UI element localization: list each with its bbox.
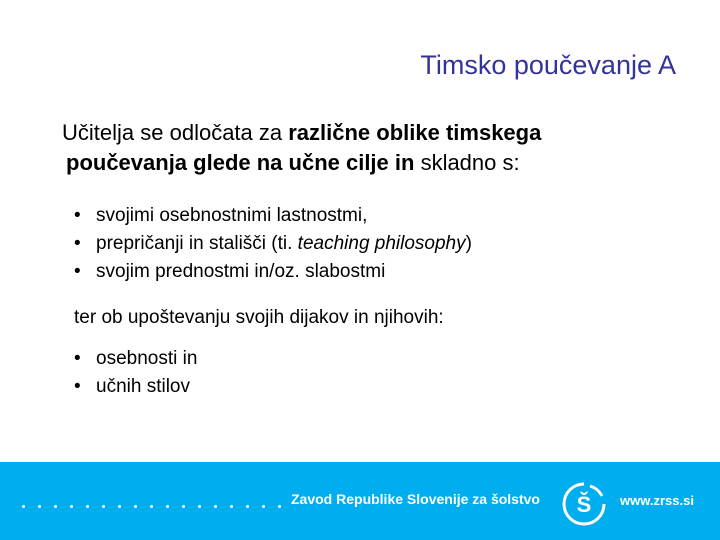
- logo-letter: Š: [576, 492, 592, 517]
- list-item: [74, 258, 472, 286]
- list-item: [74, 230, 472, 258]
- list-item-text-end: ): [465, 233, 472, 254]
- list-item-text: prepričanji in stališči (ti.: [96, 233, 298, 254]
- bullet-icon: •: [74, 261, 81, 282]
- list-item-text: svojim prednostmi in/oz. slabostmi: [96, 261, 386, 282]
- slide-title: Timsko poučevanje A: [420, 50, 676, 80]
- bullet-icon: •: [74, 233, 81, 254]
- intro-line-2-bold: poučevanja glede na učne cilje in: [66, 150, 421, 175]
- zrss-logo-icon: [560, 480, 608, 528]
- footer-organization: Zavod Republike Slovenije za šolstvo: [291, 491, 540, 507]
- list-item-text: svojimi osebnostnimi lastnostmi,: [96, 205, 368, 226]
- intro-line-1: [62, 118, 692, 148]
- intro-line-2: [66, 148, 692, 178]
- list-item: [74, 202, 472, 230]
- footer-url[interactable]: www.zrss.si: [620, 493, 694, 508]
- middle-paragraph: ter ob upoštevanju svojih dijakov in njihovih:: [74, 307, 444, 328]
- bullet-icon: •: [74, 376, 81, 397]
- list-item: [74, 345, 197, 373]
- student-list: [74, 345, 197, 401]
- list-item: [74, 373, 197, 401]
- list-item-italic-text: teaching philosophy: [297, 233, 466, 254]
- intro-line-1-normal: Učitelja se odločata za: [62, 120, 289, 145]
- intro-line-2-normal: skladno s:: [420, 150, 520, 175]
- intro-line-1-bold: različne oblike timskega: [288, 120, 542, 145]
- bullet-icon: •: [74, 205, 81, 226]
- intro-paragraph: [62, 118, 692, 178]
- list-item-text: osebnosti in: [96, 348, 198, 369]
- list-item-text: učnih stilov: [96, 376, 190, 397]
- trait-list: [74, 202, 472, 286]
- bullet-icon: •: [74, 348, 81, 369]
